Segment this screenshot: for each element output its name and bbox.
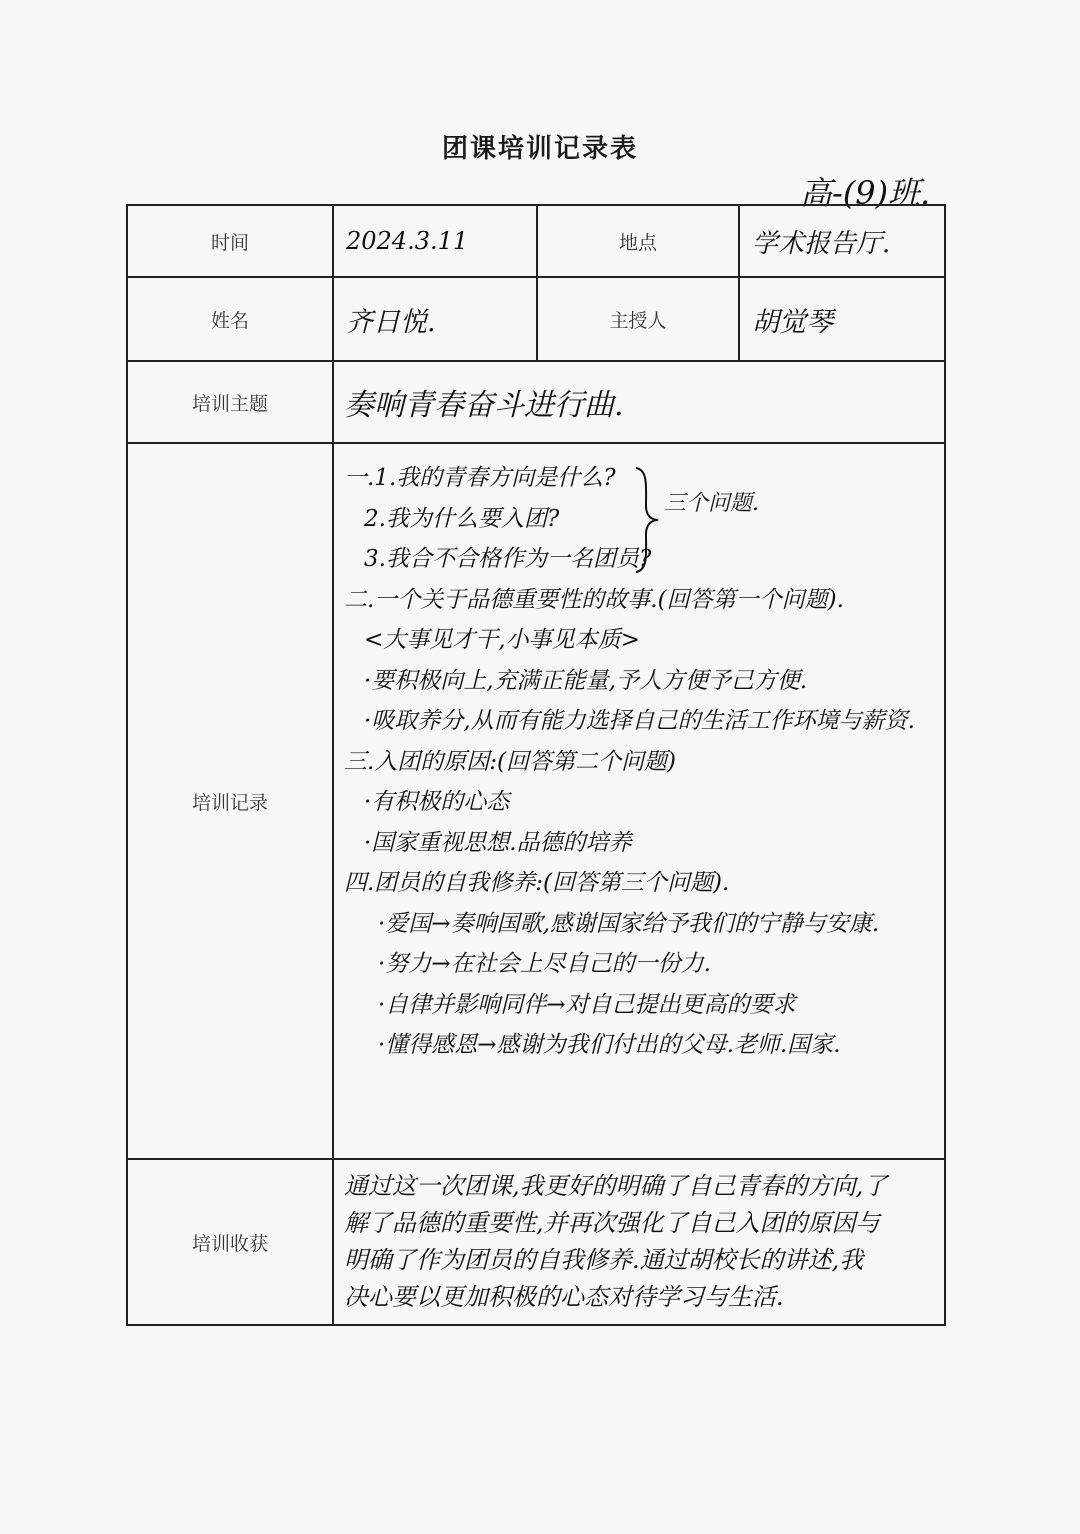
record-line: ·国家重视思想.品德的培养	[364, 829, 632, 856]
record-line: 一.1.我的青春方向是什么?	[344, 465, 616, 491]
record-line: 三.入团的原因:(回答第二个问题)	[344, 748, 677, 775]
record-label: 培训记录	[127, 443, 333, 1159]
row-time-place	[127, 205, 945, 277]
record-line: ·有积极的心态	[364, 789, 510, 815]
record-line: <大事见才干,小事见本质>	[364, 627, 640, 653]
theme-value: 奏响青春奋斗进行曲.	[333, 361, 945, 443]
gain-line: 解了品德的重要性,并再次强化了自己入团的原因与	[344, 1209, 880, 1237]
gain-content	[333, 1159, 945, 1325]
place-value: 学术报告厅.	[739, 205, 945, 277]
training-record-table	[126, 204, 946, 1326]
gain-label: 培训收获	[127, 1159, 333, 1325]
lecturer-value: 胡觉琴	[739, 277, 945, 361]
place-label: 地点	[537, 205, 739, 277]
record-line: ·懂得感恩→感谢为我们付出的父母.老师.国家.	[378, 1032, 841, 1058]
lecturer-label: 主授人	[537, 277, 739, 361]
brace-note: 三个问题.	[664, 491, 759, 516]
row-theme	[127, 361, 945, 443]
record-line: ·要积极向上,充满正能量,予人方便予己方便.	[364, 667, 808, 694]
page-title: 团课培训记录表	[441, 134, 638, 164]
row-gain	[127, 1159, 945, 1325]
gain-line: 决心要以更加积极的心态对待学习与生活.	[344, 1283, 784, 1311]
record-line: ·吸取养分,从而有能力选择自己的生活工作环境与薪资.	[364, 708, 915, 734]
name-label: 姓名	[127, 277, 333, 361]
gain-line: 通过这一次团课,我更好的明确了自己青春的方向,了	[344, 1172, 888, 1200]
row-name-lecturer	[127, 277, 945, 361]
brace-mark	[632, 466, 662, 574]
time-label: 时间	[127, 205, 333, 277]
record-line: ·自律并影响同伴→对自己提出更高的要求	[378, 991, 796, 1018]
gain-line: 明确了作为团员的自我修养.通过胡校长的讲述,我	[344, 1246, 864, 1274]
record-line: 二.一个关于品德重要性的故事.(回答第一个问题).	[344, 586, 844, 613]
record-line: 3.我合不合格作为一名团员?	[364, 546, 652, 572]
record-line: ·爱国→奏响国歌,感谢国家给予我们的宁静与安康.	[378, 910, 880, 937]
name-value: 齐日悦.	[333, 277, 537, 361]
record-line: 2.我为什么要入团?	[364, 505, 560, 532]
time-value: 2024.3.11	[333, 205, 537, 277]
record-line: 四.团员的自我修养:(回答第三个问题).	[344, 870, 730, 896]
row-record	[127, 443, 945, 1159]
theme-label: 培训主题	[127, 361, 333, 443]
class-note: 高-(9)班.	[800, 174, 931, 212]
record-line: ·努力→在社会上尽自己的一份力.	[378, 951, 711, 977]
